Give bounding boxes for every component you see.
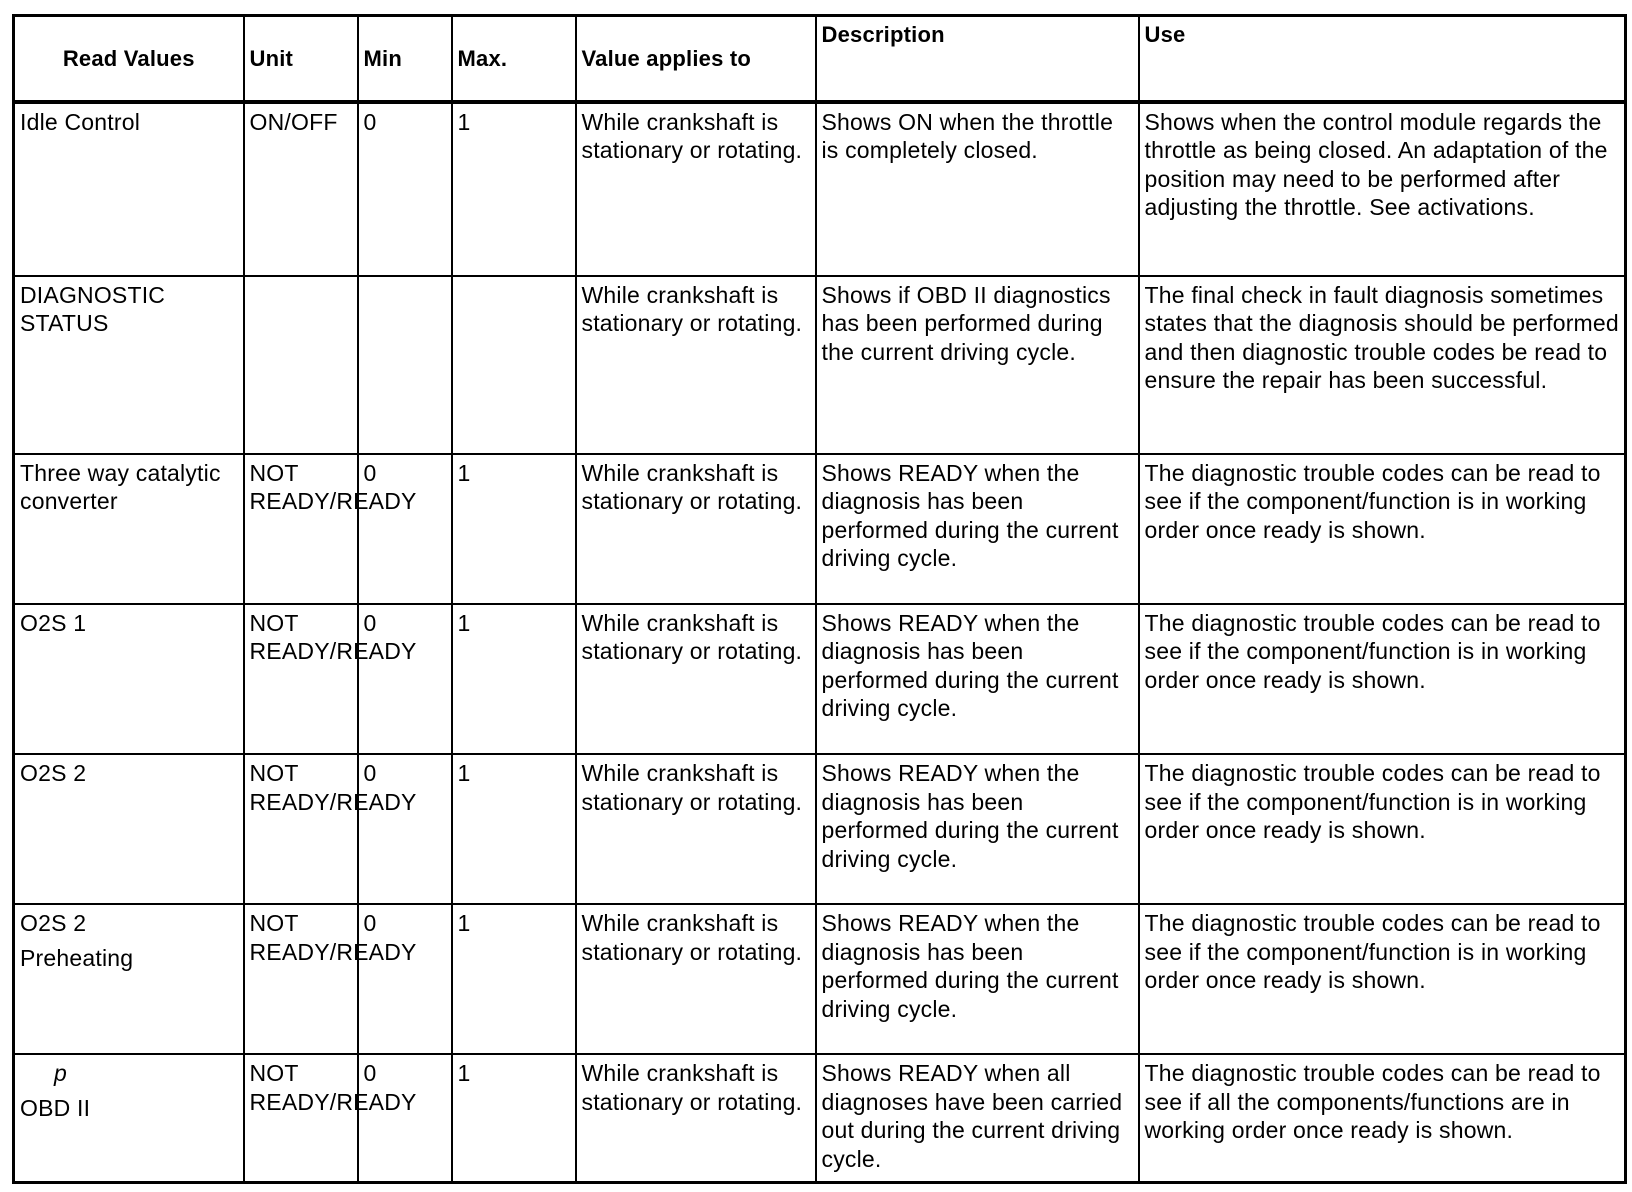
cell-description: Shows READY when the diagnosis has been performed during the current driving cycle. [816, 604, 1139, 754]
cell-min [358, 276, 452, 454]
read-value-line2: OBD II [20, 1094, 91, 1121]
header-use: Use [1139, 16, 1626, 102]
header-read-values: Read Values [14, 16, 244, 102]
cell-read-value [14, 1054, 244, 1182]
cell-description: Shows if OBD II diagnostics has been performed during the current driving cycle. [816, 276, 1139, 454]
cell-min: 0 [358, 1054, 452, 1182]
cell-description: Shows READY when the diagnosis has been performed during the current driving cycle. [816, 754, 1139, 904]
cell-description: Shows READY when the diagnosis has been performed during the current driving cycle. [816, 904, 1139, 1054]
cell-description: Shows ON when the throttle is completely closed. [816, 102, 1139, 276]
read-value-text: O2S 1 [20, 609, 87, 636]
header-min: Min [358, 16, 452, 102]
cell-max: 1 [452, 1054, 576, 1182]
cell-use: The diagnostic trouble codes can be read to see if the component/function is in working order once ready is shown. [1139, 904, 1626, 1054]
cell-description: Shows READY when all diagnoses have been carried out during the current driving cycle. [816, 1054, 1139, 1182]
read-value-text: p [54, 1060, 67, 1087]
cell-use: The diagnostic trouble codes can be read to see if the component/function is in working order once ready is shown. [1139, 454, 1626, 604]
read-value-text: DIAGNOSTIC STATUS [20, 281, 166, 337]
cell-max: 1 [452, 754, 576, 904]
read-value-line2: Preheating [20, 944, 134, 971]
cell-applies-to: While crankshaft is stationary or rotating. [576, 1054, 816, 1182]
read-value-text: Three way catalytic converter [20, 459, 221, 515]
unit-text: NOT READY/READY [249, 910, 417, 965]
cell-unit [244, 102, 358, 276]
cell-use: The diagnostic trouble codes can be read to see if all the components/functions are in working order once ready is shown. [1139, 1054, 1626, 1182]
table-row [14, 604, 1626, 754]
cell-use: Shows when the control module regards the throttle as being closed. An adaptation of the position may need to be performed after adjusting the throttle. See activations. [1139, 102, 1626, 276]
cell-use: The diagnostic trouble codes can be read to see if the component/function is in working order once ready is shown. [1139, 754, 1626, 904]
table-row [14, 454, 1626, 604]
cell-max: 1 [452, 454, 576, 604]
unit-text: ON/OFF [249, 108, 338, 135]
cell-applies-to: While crankshaft is stationary or rotating. [576, 904, 816, 1054]
header-description: Description [816, 16, 1139, 102]
cell-applies-to: While crankshaft is stationary or rotating. [576, 754, 816, 904]
cell-min: 0 [358, 454, 452, 604]
cell-min: 0 [358, 904, 452, 1054]
read-value-text: O2S 2 [20, 910, 87, 937]
cell-applies-to: While crankshaft is stationary or rotating. [576, 102, 816, 276]
cell-max: 1 [452, 604, 576, 754]
cell-read-value [14, 904, 244, 1054]
cell-unit [244, 276, 358, 454]
unit-text: NOT READY/READY [249, 609, 417, 665]
read-values-table-sheet [12, 14, 1624, 1184]
table-row [14, 904, 1626, 1054]
cell-applies-to: While crankshaft is stationary or rotating. [576, 276, 816, 454]
cell-min: 0 [358, 604, 452, 754]
cell-unit [244, 1054, 417, 1182]
read-value-text: O2S 2 [20, 760, 87, 787]
unit-text: NOT READY/READY [249, 1060, 417, 1115]
table-row [14, 1054, 1626, 1182]
cell-read-value [14, 454, 244, 604]
cell-min: 0 [358, 754, 452, 904]
cell-min: 0 [358, 102, 452, 276]
table-row [14, 102, 1626, 276]
cell-description: Shows READY when the diagnosis has been performed during the current driving cycle. [816, 454, 1139, 604]
header-max: Max. [452, 16, 576, 102]
cell-read-value [14, 604, 244, 754]
cell-applies-to: While crankshaft is stationary or rotating. [576, 604, 816, 754]
read-value-text: Idle Control [20, 108, 141, 135]
cell-max: 1 [452, 904, 576, 1054]
cell-read-value [14, 102, 244, 276]
cell-unit [244, 754, 417, 904]
header-value-applies-to: Value applies to [576, 16, 816, 102]
cell-max: 1 [452, 102, 576, 276]
unit-text: NOT READY/READY [249, 459, 417, 515]
unit-text: NOT READY/READY [249, 760, 417, 815]
cell-use: The diagnostic trouble codes can be read to see if the component/function is in working order once ready is shown. [1139, 604, 1626, 754]
cell-read-value [14, 276, 244, 454]
read-values-table [12, 14, 1627, 1184]
cell-unit [244, 454, 417, 604]
header-row [14, 16, 1626, 102]
table-row [14, 754, 1626, 904]
cell-applies-to: While crankshaft is stationary or rotating. [576, 454, 816, 604]
table-row [14, 276, 1626, 454]
cell-unit [244, 604, 417, 754]
cell-use: The final check in fault diagnosis sometimes states that the diagnosis should be performed and then diagnostic trouble codes be read to ensure the repair has been successful. [1139, 276, 1626, 454]
header-unit: Unit [244, 16, 358, 102]
cell-unit [244, 904, 417, 1054]
cell-max [452, 276, 576, 454]
cell-read-value [14, 754, 244, 904]
